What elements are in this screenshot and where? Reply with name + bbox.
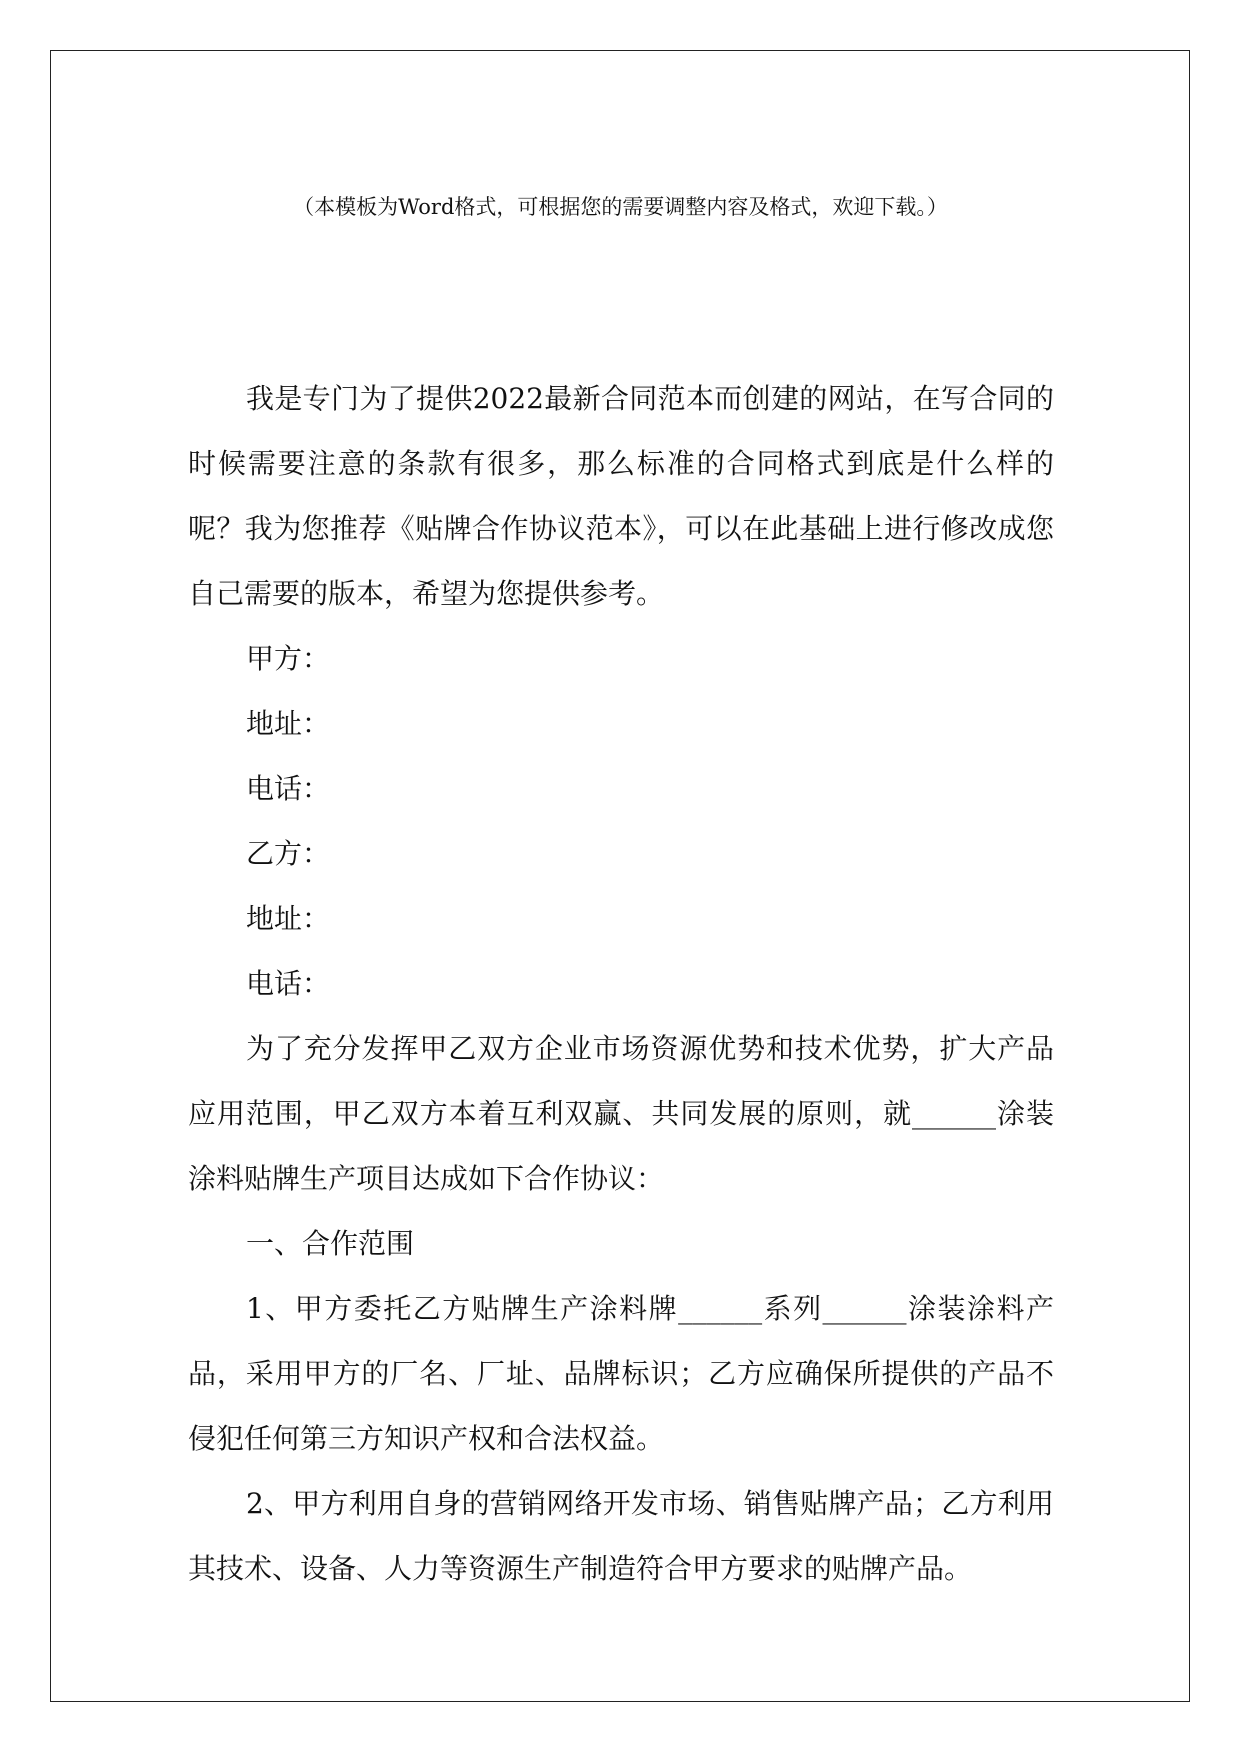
template-note: （本模板为Word格式，可根据您的需要调整内容及格式，欢迎下载。） (293, 195, 948, 219)
party-b-address-field (188, 886, 1054, 951)
party-a-phone-label: 电话： (246, 772, 331, 805)
clause-1-paragraph: 1、甲方委托乙方贴牌生产涂料牌______系列______涂装涂料产品，采用甲方的厂名、厂址、品牌标识；乙方应确保所提供的产品不侵犯任何第三方知识产权和合法权益。 (188, 1292, 1054, 1455)
preamble-paragraph: 为了充分发挥甲乙双方企业市场资源优势和技术优势，扩大产品应用范围，甲乙双方本着互利双赢、共同发展的原则，就______涂装涂料贴牌生产项目达成如下合作协议： (188, 1032, 1054, 1195)
party-a-name-field (188, 626, 1054, 691)
intro-paragraph: 我是专门为了提供2022最新合同范本而创建的网站，在写合同的时候需要注意的条款有很多，那么标准的合同格式到底是什么样的呢？我为您推荐《贴牌合作协议范本》，可以在此基础上进行修改成您自己需要的版本，希望为您提供参考。 (188, 382, 1054, 610)
party-a-name-label: 甲方： (246, 642, 331, 675)
party-a-address-label: 地址： (246, 707, 331, 740)
party-b-phone-field (188, 951, 1054, 1016)
section-1-heading: 一、合作范围 (246, 1227, 415, 1260)
party-b-name-label: 乙方： (246, 837, 331, 870)
clause-2-paragraph: 2、甲方利用自身的营销网络开发市场、销售贴牌产品；乙方利用其技术、设备、人力等资源生产制造符合甲方要求的贴牌产品。 (188, 1487, 1054, 1585)
party-b-phone-label: 电话： (246, 967, 331, 1000)
party-b-address-label: 地址： (246, 902, 331, 935)
document-body (188, 366, 1054, 1601)
party-b-name-field (188, 821, 1054, 886)
party-a-phone-field (188, 756, 1054, 821)
party-a-address-field (188, 691, 1054, 756)
